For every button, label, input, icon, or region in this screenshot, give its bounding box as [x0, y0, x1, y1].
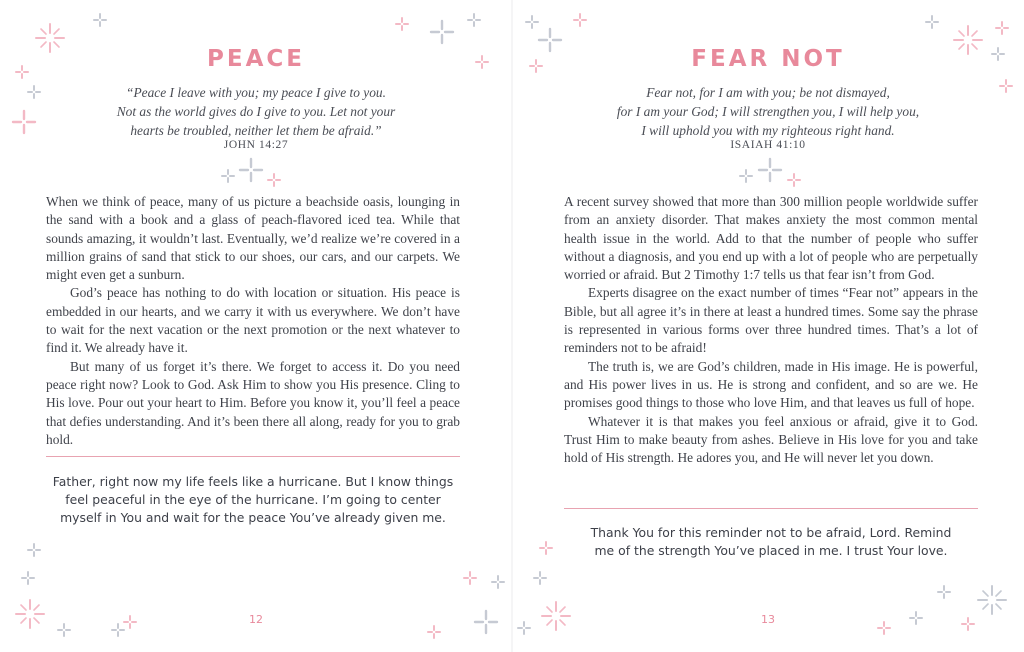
- page-number: 13: [761, 613, 775, 626]
- body-paragraph: The truth is, we are God’s children, made in His image. He is powerful, and His power lives in us. He is strong and confident, and so are we. He promises good things to those who love Him, and that leaves us full of hope.: [564, 358, 978, 411]
- prayer-line: Thank You for this reminder not to be afraid, Lord. Remind: [590, 525, 952, 540]
- right-page: [512, 0, 1024, 652]
- verse-line: Fear not, for I am with you; be not dismayed,: [646, 85, 890, 100]
- scripture-reference: JOHN 14:27: [223, 139, 289, 151]
- prayer-text: [30, 473, 476, 527]
- prayer-line: myself in You and wait for the peace You’ve already given me.: [60, 510, 446, 525]
- prayer-line: Father, right now my life feels like a hurricane. But I know things: [52, 474, 454, 489]
- verse-line: hearts be troubled, neither let them be afraid.”: [130, 123, 382, 138]
- body-paragraph: When we think of peace, many of us picture a beachside oasis, lounging in the sand with a book and a glass of peach-flavored iced tea. While that sounds amazing, it wouldn’t last. Eventually, we’d realize we’re covered in a million grains of sand that stick to our shoes, our cars, and our carpets. We might even get a sunburn.: [46, 194, 460, 283]
- scripture-verse: [512, 83, 1024, 140]
- scripture-verse: [0, 83, 512, 140]
- devotional-body: [564, 193, 978, 467]
- verse-line: “Peace I leave with you; my peace I give to you.: [126, 85, 386, 100]
- prayer-text: [542, 524, 1000, 560]
- prayer-line: feel peaceful in the eye of the hurricane. I’m going to center: [65, 492, 441, 507]
- page-number: 12: [249, 613, 263, 626]
- scripture-reference: ISAIAH 41:10: [730, 139, 806, 151]
- body-paragraph: Whatever it is that makes you feel anxious or afraid, give it to God. Trust Him to make beauty from ashes. Believe in His love for you and take hold of His strength. He adores you, and He will never let you down.: [564, 413, 978, 466]
- divider-rule: [46, 456, 460, 457]
- divider-rule: [564, 508, 978, 509]
- body-paragraph: But many of us forget it’s there. We forget to access it. Do you need peace right now? Look to God. Ask Him to show you His presence. Cling to His love. Pour out your heart to Him. Before you know it, you’ll feel a peace that defies understanding. And it’s been there all along, ready for you to grab hold.: [46, 358, 460, 447]
- body-paragraph: Experts disagree on the exact number of times “Fear not” appears in the Bible, but all agree it’s in there at least a hundred times. Some say the phrase is represented in various forms over three hundred times. That’s a lot of reminders not to be afraid!: [564, 285, 978, 356]
- devotional-body: [46, 193, 460, 449]
- verse-line: for I am your God; I will strengthen you, I will help you,: [616, 104, 920, 119]
- verse-line: Not as the world gives do I give to you. Let not your: [116, 104, 396, 119]
- verse-line: I will uphold you with my righteous right hand.: [641, 123, 895, 138]
- page-title: PEACE: [207, 46, 305, 72]
- body-paragraph: A recent survey showed that more than 300 million people worldwide suffer from an anxiety disorder. That makes anxiety the most common mental health issue in the world. Add to that the number of people who suffer without a diagnosis, and you end up with a lot of people who are perpetually worried or afraid. But 2 Timothy 1:7 tells us that fear isn’t from God.: [564, 194, 978, 283]
- prayer-line: me of the strength You’ve placed in me. I trust Your love.: [594, 543, 948, 558]
- body-paragraph: God’s peace has nothing to do with location or situation. His peace is embedded in our hearts, and we carry it with us everywhere. We don’t have to wait for the next vacation or the next promotion or the next whatever to find it. We already have it.: [46, 285, 460, 356]
- book-gutter: [511, 0, 513, 652]
- page-title: FEAR NOT: [691, 46, 845, 72]
